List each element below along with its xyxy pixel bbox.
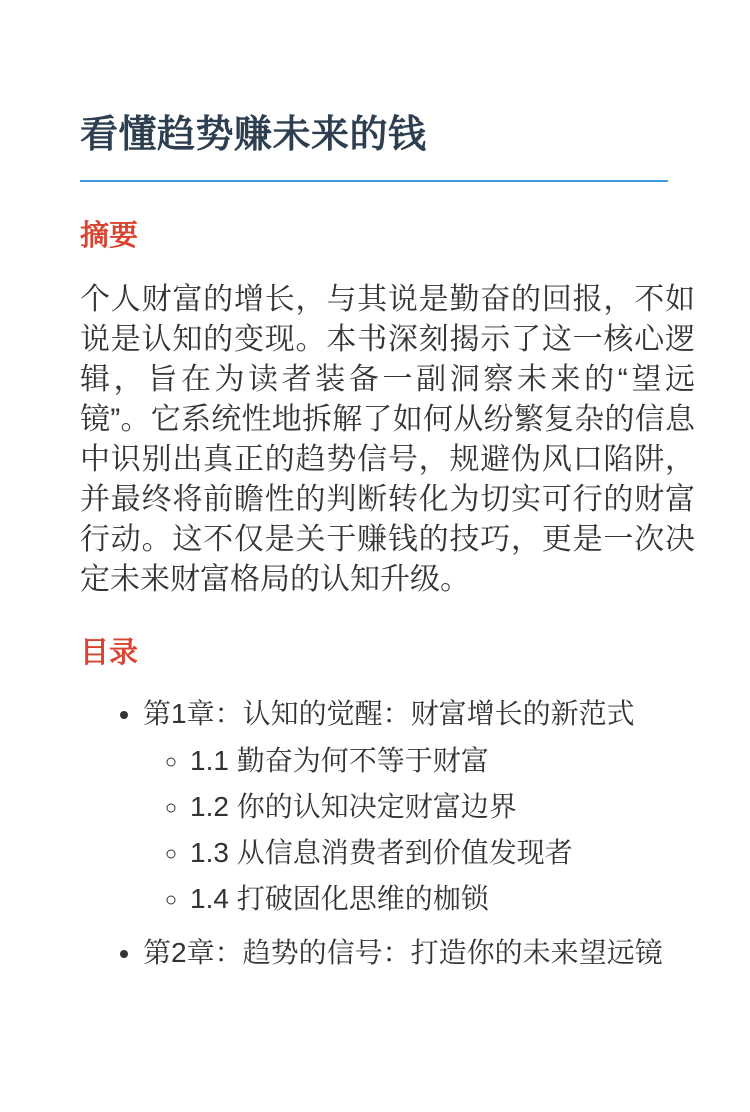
toc-chapter-label: 第1章：认知的觉醒：财富增长的新范式 [143,697,635,729]
summary-paragraph: 个人财富的增长，与其说是勤奋的回报，不如说是认知的变现。本书深刻揭示了这一核心逻辑，旨在为读者装备一副洞察未来的“望远镜”。它系统性地拆解了如何从纷繁复杂的信息中识别出真正的趋势信号，规避伪风口陷阱，并最终将前瞻性的判断转化为切实可行的财富行动。这不仅是关于赚钱的技巧，更是一次决定未来财富格局的认知升级。 [80,283,695,597]
document-page [0,112,750,1112]
toc-chapter-item [143,936,695,970]
toc-list [80,697,695,970]
toc-section-item [190,836,695,870]
toc-section-label: 1.3 从信息消费者到价值发现者 [190,836,573,868]
page-title: 看懂趋势赚未来的钱 [80,114,427,156]
toc-section-item [190,882,695,916]
title-divider [80,180,668,182]
toc-section-item [190,744,695,778]
toc-section-label: 1.1 勤奋为何不等于财富 [190,744,489,776]
toc-chapter-item [143,697,695,916]
toc-section-label: 1.2 你的认知决定财富边界 [190,790,517,822]
summary-heading: 摘要 [80,220,139,253]
toc-chapter-label: 第2章：趋势的信号：打造你的未来望远镜 [143,936,663,968]
toc-section-label: 1.4 打破固化思维的枷锁 [190,882,489,914]
toc-section-item [190,790,695,824]
toc-chapter-sections [143,744,695,916]
toc-heading: 目录 [80,637,139,670]
